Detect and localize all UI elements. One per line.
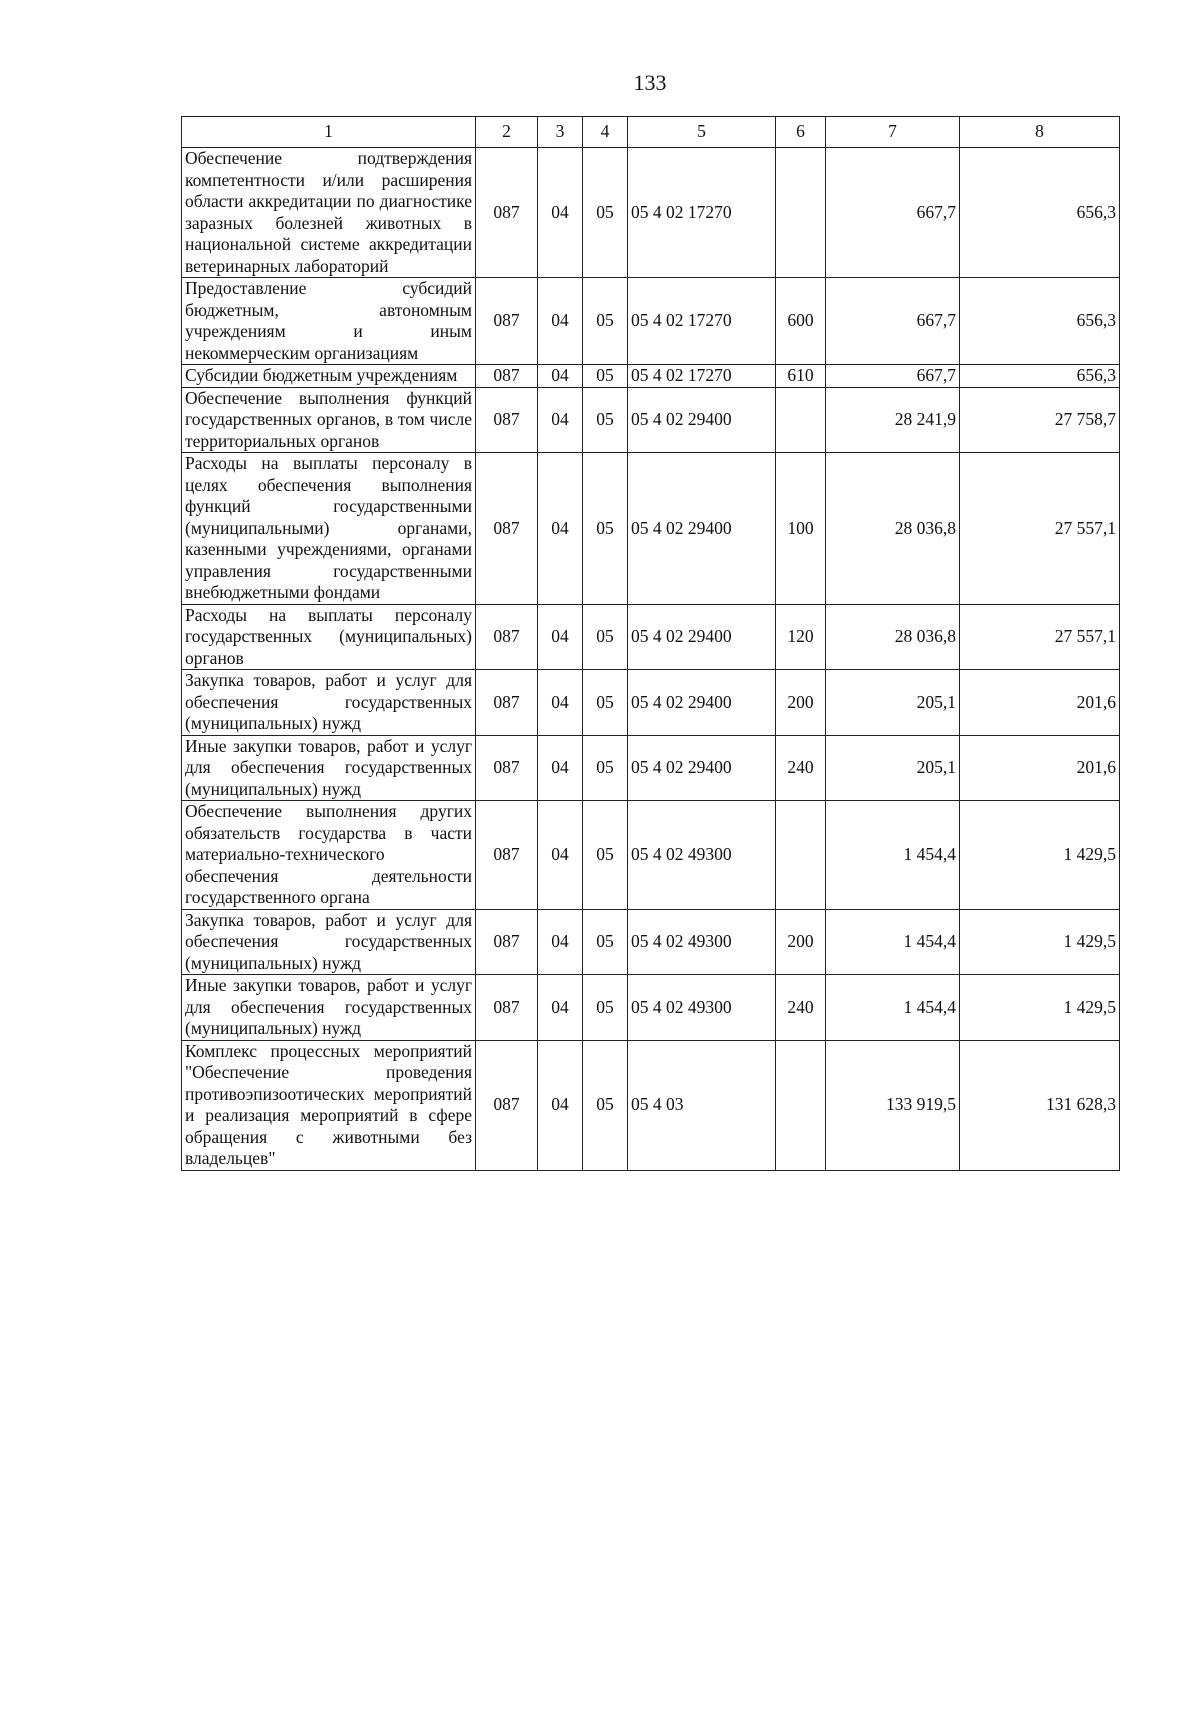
row-amount-col8: 656,3: [960, 278, 1120, 365]
row-target-article: 05 4 02 29400: [628, 604, 776, 670]
row-subsection-code: 05: [583, 387, 628, 453]
row-gr-code: 087: [476, 278, 538, 365]
row-amount-col7: 1 454,4: [826, 801, 960, 910]
column-header: 1: [182, 117, 476, 148]
row-subsection-code: 05: [583, 148, 628, 278]
row-subsection-code: 05: [583, 909, 628, 975]
row-amount-col8: 27 758,7: [960, 387, 1120, 453]
row-gr-code: 087: [476, 909, 538, 975]
row-gr-code: 087: [476, 365, 538, 388]
row-target-article: 05 4 02 17270: [628, 365, 776, 388]
row-expense-type: [776, 387, 826, 453]
row-subsection-code: 05: [583, 1040, 628, 1170]
row-description: Обеспечение подтверждения компетентности и/или расширения области аккредитации по диагностике заразных болезней животных в национальной системе аккредитации ветеринарных лабораторий: [182, 148, 476, 278]
row-expense-type: 240: [776, 735, 826, 801]
row-amount-col7: 667,7: [826, 148, 960, 278]
row-description: Закупка товаров, работ и услуг для обеспечения государственных (муниципальных) нужд: [182, 670, 476, 736]
page-number: 133: [633, 70, 667, 95]
row-description: Обеспечение выполнения других обязательств государства в части материально-технического обеспечения деятельности государственного органа: [182, 801, 476, 910]
row-section-code: 04: [538, 735, 583, 801]
row-description: Расходы на выплаты персоналу в целях обеспечения выполнения функций государственными (муниципальными) органами, казенными учреждениями, органами управления государственными внебюджетными фондами: [182, 453, 476, 605]
column-header: 4: [583, 117, 628, 148]
row-section-code: 04: [538, 670, 583, 736]
row-section-code: 04: [538, 453, 583, 605]
row-target-article: 05 4 02 49300: [628, 801, 776, 910]
row-subsection-code: 05: [583, 735, 628, 801]
row-expense-type: 200: [776, 670, 826, 736]
row-section-code: 04: [538, 148, 583, 278]
row-amount-col7: 205,1: [826, 735, 960, 801]
row-section-code: 04: [538, 278, 583, 365]
row-expense-type: 610: [776, 365, 826, 388]
row-amount-col7: 28 036,8: [826, 453, 960, 605]
row-subsection-code: 05: [583, 453, 628, 605]
row-amount-col8: 1 429,5: [960, 975, 1120, 1041]
table-row: [182, 148, 1120, 278]
row-amount-col8: 656,3: [960, 148, 1120, 278]
row-amount-col7: 667,7: [826, 365, 960, 388]
table-row: [182, 278, 1120, 365]
row-gr-code: 087: [476, 453, 538, 605]
row-description: Расходы на выплаты персоналу государственных (муниципальных) органов: [182, 604, 476, 670]
row-amount-col7: 28 241,9: [826, 387, 960, 453]
table-row: [182, 387, 1120, 453]
row-subsection-code: 05: [583, 670, 628, 736]
row-subsection-code: 05: [583, 278, 628, 365]
column-header: 6: [776, 117, 826, 148]
row-section-code: 04: [538, 365, 583, 388]
row-subsection-code: 05: [583, 365, 628, 388]
column-header: 5: [628, 117, 776, 148]
row-expense-type: 200: [776, 909, 826, 975]
row-gr-code: 087: [476, 148, 538, 278]
row-description: Иные закупки товаров, работ и услуг для обеспечения государственных (муниципальных) нужд: [182, 735, 476, 801]
row-amount-col8: 1 429,5: [960, 801, 1120, 910]
row-target-article: 05 4 02 29400: [628, 735, 776, 801]
row-amount-col7: 667,7: [826, 278, 960, 365]
column-header: 3: [538, 117, 583, 148]
row-amount-col8: 1 429,5: [960, 909, 1120, 975]
row-amount-col8: 131 628,3: [960, 1040, 1120, 1170]
row-gr-code: 087: [476, 801, 538, 910]
row-expense-type: 240: [776, 975, 826, 1041]
row-gr-code: 087: [476, 387, 538, 453]
row-section-code: 04: [538, 1040, 583, 1170]
table-row: [182, 909, 1120, 975]
table-row: [182, 1040, 1120, 1170]
row-amount-col7: 133 919,5: [826, 1040, 960, 1170]
row-description: Субсидии бюджетным учреждениям: [182, 365, 476, 388]
row-amount-col8: 27 557,1: [960, 453, 1120, 605]
row-expense-type: 600: [776, 278, 826, 365]
row-target-article: 05 4 02 29400: [628, 387, 776, 453]
row-gr-code: 087: [476, 975, 538, 1041]
table-row: [182, 975, 1120, 1041]
row-section-code: 04: [538, 975, 583, 1041]
row-target-article: 05 4 02 49300: [628, 975, 776, 1041]
table-row: [182, 735, 1120, 801]
table-row: [182, 801, 1120, 910]
table-header-row: [182, 117, 1120, 148]
row-subsection-code: 05: [583, 801, 628, 910]
row-expense-type: [776, 148, 826, 278]
row-section-code: 04: [538, 909, 583, 975]
row-expense-type: 120: [776, 604, 826, 670]
row-target-article: 05 4 02 17270: [628, 278, 776, 365]
row-section-code: 04: [538, 604, 583, 670]
row-subsection-code: 05: [583, 975, 628, 1041]
row-gr-code: 087: [476, 604, 538, 670]
row-section-code: 04: [538, 801, 583, 910]
column-header: 8: [960, 117, 1120, 148]
row-gr-code: 087: [476, 735, 538, 801]
table-row: [182, 604, 1120, 670]
table-row: [182, 670, 1120, 736]
table-row: [182, 365, 1120, 388]
row-amount-col8: 27 557,1: [960, 604, 1120, 670]
row-description: Закупка товаров, работ и услуг для обеспечения государственных (муниципальных) нужд: [182, 909, 476, 975]
row-subsection-code: 05: [583, 604, 628, 670]
row-target-article: 05 4 02 29400: [628, 453, 776, 605]
row-amount-col7: 1 454,4: [826, 909, 960, 975]
row-section-code: 04: [538, 387, 583, 453]
row-target-article: 05 4 03: [628, 1040, 776, 1170]
row-expense-type: 100: [776, 453, 826, 605]
row-amount-col7: 28 036,8: [826, 604, 960, 670]
row-target-article: 05 4 02 17270: [628, 148, 776, 278]
row-amount-col7: 205,1: [826, 670, 960, 736]
row-amount-col8: 201,6: [960, 670, 1120, 736]
table-row: [182, 453, 1120, 605]
row-description: Иные закупки товаров, работ и услуг для обеспечения государственных (муниципальных) нужд: [182, 975, 476, 1041]
column-header: 7: [826, 117, 960, 148]
column-header: 2: [476, 117, 538, 148]
row-description: Предоставление субсидий бюджетным, автономным учреждениям и иным некоммерческим организациям: [182, 278, 476, 365]
row-expense-type: [776, 1040, 826, 1170]
budget-table: [181, 116, 1120, 1171]
row-amount-col8: 656,3: [960, 365, 1120, 388]
row-amount-col7: 1 454,4: [826, 975, 960, 1041]
row-target-article: 05 4 02 29400: [628, 670, 776, 736]
row-description: Обеспечение выполнения функций государственных органов, в том числе территориальных органов: [182, 387, 476, 453]
row-gr-code: 087: [476, 670, 538, 736]
row-expense-type: [776, 801, 826, 910]
row-gr-code: 087: [476, 1040, 538, 1170]
row-target-article: 05 4 02 49300: [628, 909, 776, 975]
row-description: Комплекс процессных мероприятий "Обеспечение проведения противоэпизоотических мероприятий и реализация мероприятий в сфере обращения с животными без владельцев": [182, 1040, 476, 1170]
row-amount-col8: 201,6: [960, 735, 1120, 801]
